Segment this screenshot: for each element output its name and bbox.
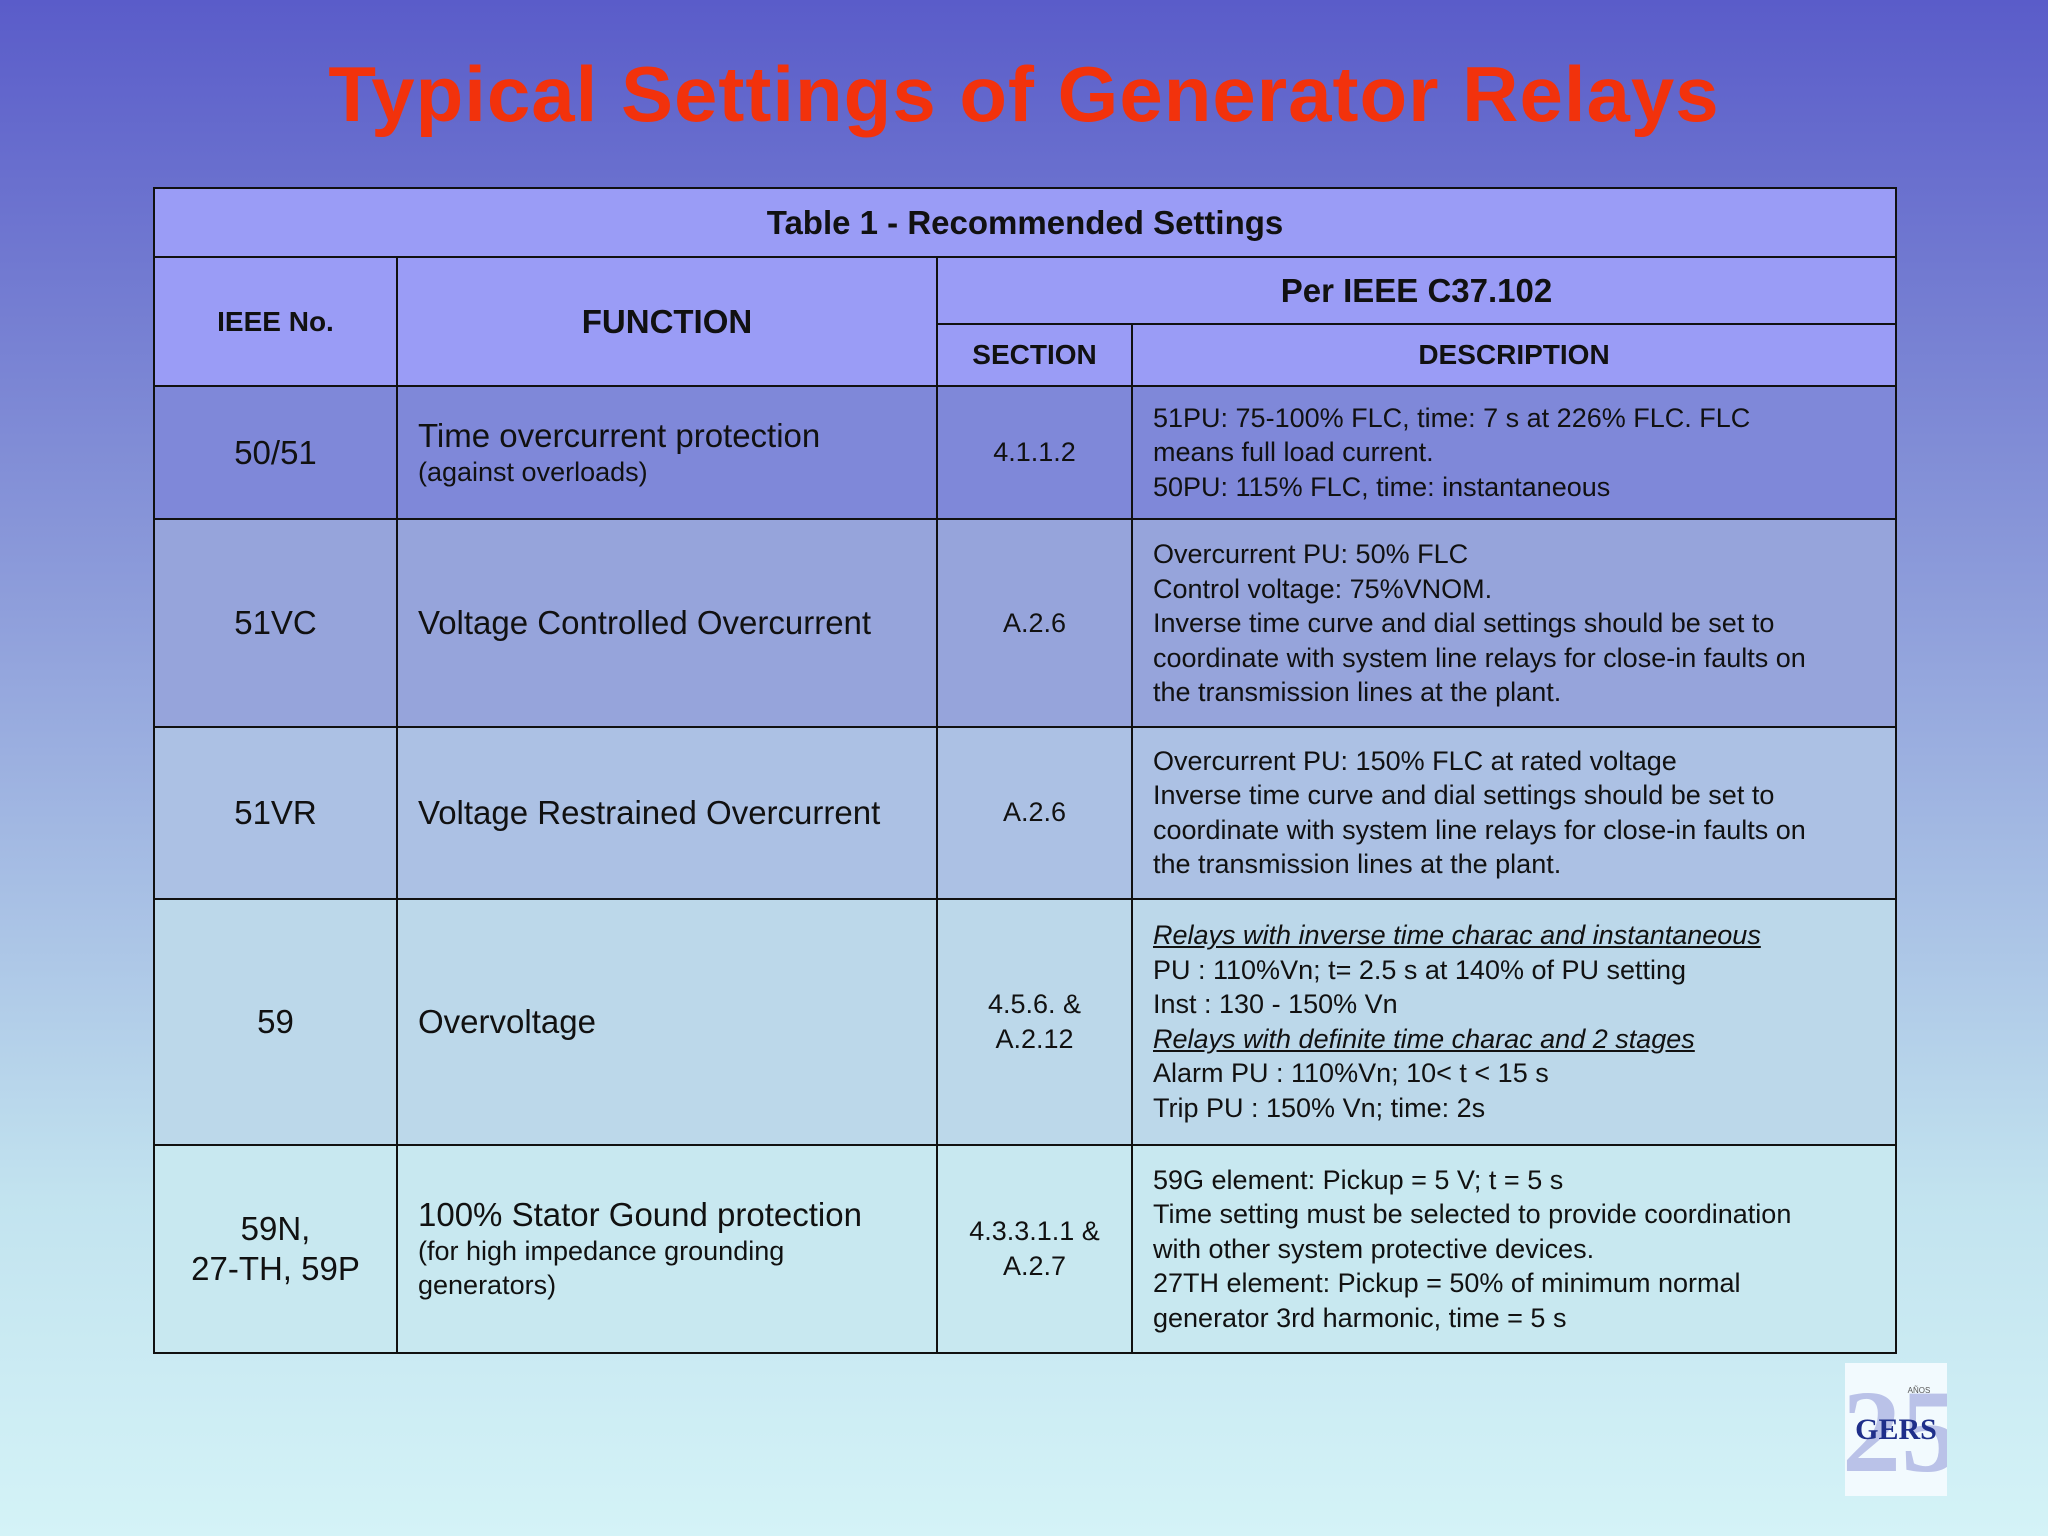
description-line: 50PU: 115% FLC, time: instantaneous bbox=[1153, 471, 1611, 502]
ieee-no-text: 59N, bbox=[240, 1209, 311, 1247]
ieee-no-text: 51VR bbox=[234, 793, 317, 831]
description-cell bbox=[1132, 519, 1896, 727]
function-subtext: (against overloads) bbox=[418, 456, 648, 487]
description-line: Overcurrent PU: 50% FLC bbox=[1153, 539, 1469, 570]
description-line: 59G element: Pickup = 5 V; t = 5 s bbox=[1153, 1164, 1564, 1195]
section-cell bbox=[937, 1145, 1132, 1353]
description-line: PU : 110%Vn; t= 2.5 s at 140% of PU setting bbox=[1153, 954, 1687, 985]
header-section: SECTION bbox=[937, 324, 1132, 386]
description-line: the transmission lines at the plant. bbox=[1153, 677, 1562, 708]
function-text: 100% Stator Gound protection bbox=[418, 1195, 862, 1233]
header-row-top bbox=[154, 257, 1896, 324]
logo-small-text: AÑOS bbox=[1907, 1386, 1931, 1395]
header-per-ieee: Per IEEE C37.102 bbox=[937, 257, 1896, 324]
logo-number: 25 bbox=[1845, 1366, 1947, 1496]
ieee-no-text: 59 bbox=[257, 1002, 294, 1040]
ieee-no-text: 51VC bbox=[234, 604, 317, 642]
table-row bbox=[154, 727, 1896, 898]
table-row bbox=[154, 386, 1896, 519]
ieee-no-cell bbox=[154, 1145, 397, 1353]
description-line: Overcurrent PU: 150% FLC at rated voltage bbox=[1153, 745, 1677, 776]
table-caption-row bbox=[154, 188, 1896, 257]
gers-logo bbox=[1845, 1363, 1947, 1496]
description-cell bbox=[1132, 1145, 1896, 1353]
description-cell bbox=[1132, 727, 1896, 898]
header-function: FUNCTION bbox=[397, 257, 937, 386]
description-line: Alarm PU : 110%Vn; 10< t < 15 s bbox=[1153, 1058, 1549, 1089]
ieee-no-cell bbox=[154, 727, 397, 898]
section-text: 4.1.1.2 bbox=[993, 437, 1076, 468]
function-text: Voltage Restrained Overcurrent bbox=[418, 793, 881, 831]
description-line: the transmission lines at the plant. bbox=[1153, 849, 1562, 880]
ieee-no-text: 50/51 bbox=[234, 433, 317, 471]
description-subheading: Relays with inverse time charac and instantaneous bbox=[1153, 920, 1761, 951]
ieee-no-cell bbox=[154, 386, 397, 519]
section-cell bbox=[937, 727, 1132, 898]
section-cell bbox=[937, 899, 1132, 1145]
header-description: DESCRIPTION bbox=[1132, 324, 1896, 386]
function-subtext: (for high impedance grounding generators) bbox=[418, 1235, 785, 1300]
description-line: Control voltage: 75%VNOM. bbox=[1153, 573, 1493, 604]
gers-logo-graphic bbox=[1845, 1363, 1947, 1496]
function-text: Overvoltage bbox=[418, 1002, 596, 1040]
description-line: coordinate with system line relays for close-in faults on bbox=[1153, 642, 1806, 673]
description-subheading: Relays with definite time charac and 2 stages bbox=[1153, 1023, 1695, 1054]
description-cell bbox=[1132, 899, 1896, 1145]
description-line: generator 3rd harmonic, time = 5 s bbox=[1153, 1302, 1567, 1333]
ieee-no-cell bbox=[154, 519, 397, 727]
section-text: 4.5.6. & bbox=[987, 988, 1082, 1019]
description-line: with other system protective devices. bbox=[1153, 1233, 1595, 1264]
section-text: A.2.7 bbox=[1002, 1250, 1067, 1281]
logo-text: GERS bbox=[1855, 1413, 1937, 1446]
ieee-no-text: 27-TH, 59P bbox=[191, 1249, 360, 1287]
ieee-no-cell bbox=[154, 899, 397, 1145]
header-ieee-no: IEEE No. bbox=[154, 257, 397, 386]
section-cell bbox=[937, 386, 1132, 519]
description-line: 27TH element: Pickup = 50% of minimum normal bbox=[1153, 1268, 1741, 1299]
description-line: coordinate with system line relays for close-in faults on bbox=[1153, 814, 1806, 845]
section-cell bbox=[937, 519, 1132, 727]
description-line: Trip PU : 150% Vn; time: 2s bbox=[1153, 1092, 1486, 1123]
slide-title: Typical Settings of Generator Relays bbox=[328, 50, 1720, 138]
description-line: means full load current. bbox=[1153, 437, 1434, 468]
description-line: Time setting must be selected to provide coordination bbox=[1153, 1199, 1792, 1230]
table-row bbox=[154, 899, 1896, 1145]
section-text: A.2.6 bbox=[1002, 797, 1067, 828]
table-row bbox=[154, 519, 1896, 727]
function-cell bbox=[397, 727, 937, 898]
description-line: Inverse time curve and dial settings should be set to bbox=[1153, 608, 1775, 639]
description-line: Inverse time curve and dial settings should be set to bbox=[1153, 780, 1775, 811]
table-row bbox=[154, 1145, 1896, 1353]
table-caption: Table 1 - Recommended Settings bbox=[154, 188, 1896, 257]
description-line: 51PU: 75-100% FLC, time: 7 s at 226% FLC. FLC bbox=[1153, 402, 1751, 433]
section-text: 4.3.3.1.1 & bbox=[969, 1215, 1100, 1246]
section-text: A.2.6 bbox=[1002, 607, 1067, 638]
recommended-settings-table bbox=[153, 187, 1897, 1354]
section-text: A.2.12 bbox=[995, 1023, 1074, 1054]
function-cell bbox=[397, 1145, 937, 1353]
description-line: Inst : 130 - 150% Vn bbox=[1153, 989, 1398, 1020]
function-cell bbox=[397, 519, 937, 727]
function-text: Time overcurrent protection bbox=[418, 416, 821, 454]
function-text: Voltage Controlled Overcurrent bbox=[418, 604, 872, 642]
function-cell bbox=[397, 899, 937, 1145]
function-cell bbox=[397, 386, 937, 519]
description-cell bbox=[1132, 386, 1896, 519]
